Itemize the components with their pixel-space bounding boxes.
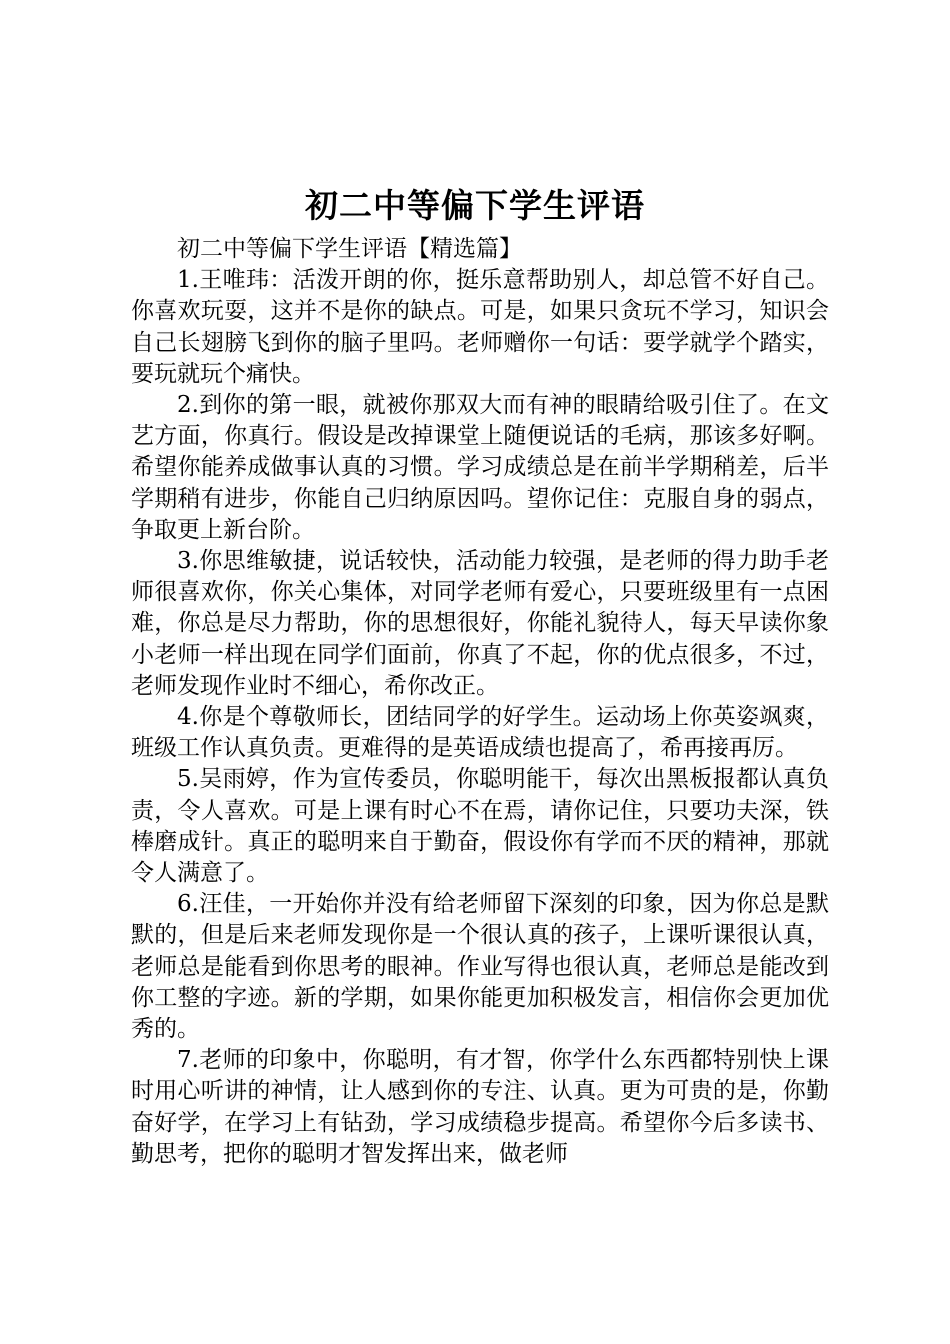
- comment-paragraph-2: 2.到你的第一眼，就被你那双大而有神的眼睛给吸引住了。在文艺方面，你真行。假设是改掉课堂上随便说话的毛病，那该多好啊。希望你能养成做事认真的习惯。学习成绩总是在前半学期稍差，后半学期稍有进步，你能自己归纳原因吗。望你记住：克服自身的弱点，争取更上新台阶。: [131, 392, 829, 543]
- comment-paragraph-6: 6.汪佳，一开始你并没有给老师留下深刻的印象，因为你总是默默的，但是后来老师发现你是一个很认真的孩子，上课听课很认真，老师总是能看到你思考的眼神。作业写得也很认真，老师总是能改到你工整的字迹。新的学期，如果你能更加积极发言，相信你会更加优秀的。: [131, 891, 829, 1043]
- comment-paragraph-1: 1.王唯玮：活泼开朗的你，挺乐意帮助别人，却总管不好自己。你喜欢玩耍，这并不是你的缺点。可是，如果只贪玩不学习，知识会自己长翅膀飞到你的脑子里吗。老师赠你一句话：要学就学个踏实，要玩就玩个痛快。: [131, 267, 829, 387]
- comment-paragraph-5: 5.吴雨婷，作为宣传委员，你聪明能干，每次出黑板报都认真负责，令人喜欢。可是上课有时心不在焉，请你记住，只要功夫深，铁棒磨成针。真正的聪明来自于勤奋，假设你有学而不厌的精神，那就令人满意了。: [131, 766, 829, 887]
- document-body: [131, 234, 829, 1170]
- comment-paragraph-3: 3.你思维敏捷，说话较快，活动能力较强，是老师的得力助手老师很喜欢你，你关心集体，对同学老师有爱心，只要班级里有一点困难，你总是尽力帮助，你的思想很好，你能礼貌待人，每天早读你象小老师一样出现在同学们面前，你真了不起，你的优点很多，不过，老师发现作业时不细心，希你改正。: [131, 548, 829, 699]
- comment-paragraph-7: 7.老师的印象中，你聪明，有才智，你学什么东西都特别快上课时用心听讲的神情，让人感到你的专注、认真。更为可贵的是，你勤奋好学，在学习上有钻劲，学习成绩稳步提高。希望你今后多读书、勤思考，把你的聪明才智发挥出来，做老师: [131, 1047, 829, 1167]
- document-title: 初二中等偏下学生评语: [305, 186, 645, 225]
- section-heading: 初二中等偏下学生评语【精选篇】: [177, 236, 522, 262]
- comment-paragraph-4: 4.你是个尊敬师长，团结同学的好学生。运动场上你英姿飒爽，班级工作认真负责。更难得的是英语成绩也提高了，希再接再厉。: [131, 704, 829, 762]
